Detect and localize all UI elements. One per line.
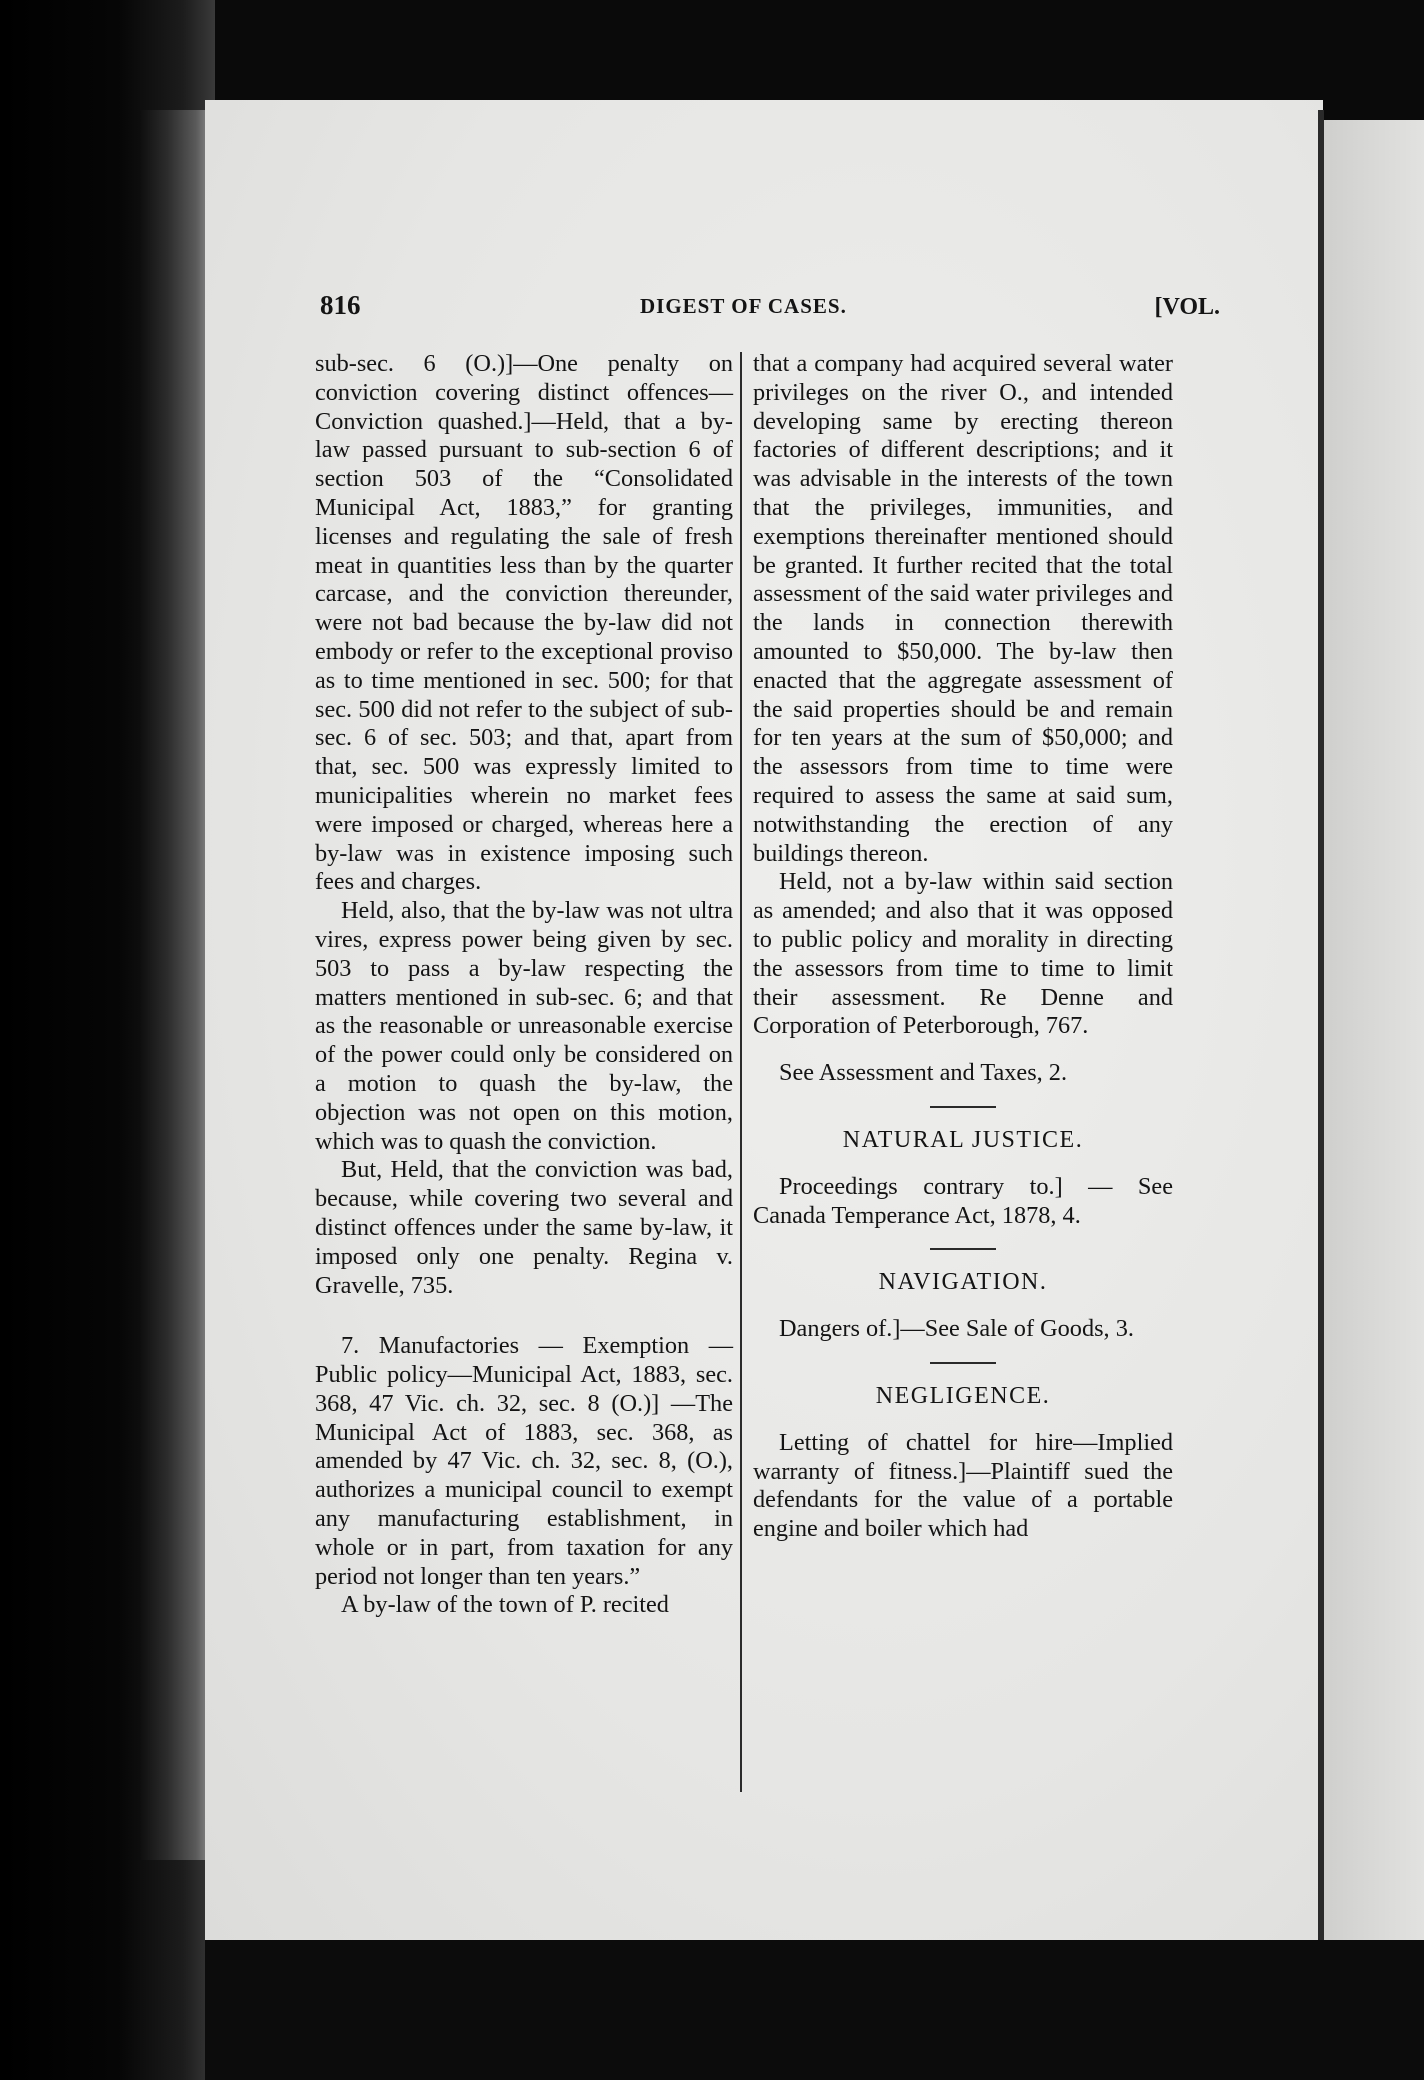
natural-justice-entry: Proceedings contrary to.] — See Canada Temperance Act, 1878, 4.	[753, 1172, 1173, 1229]
heading-negligence: NEGLIGENCE.	[875, 1382, 1051, 1409]
right-paragraph-1: that a company had acquired several water privileges on the river O., and intended developing same by erecting thereon factories of different descriptions; and it was advisable in the interests of the town that the privileges, immunities, and exemptions thereinafter mentioned should be granted. It further recited that the total assessment of the said water privileges and the lands in connection therewith amounted to $50,000. The by-law then enacted that the aggregate assessment of the said properties should be and remain for ten years at the sum of $50,000; and the assessors from time to time were required to assess the same at said sum, notwithstanding the erection of any buildings thereon.	[753, 350, 1173, 867]
volume-marker: [VOL.	[1154, 294, 1220, 320]
column-divider	[740, 352, 742, 1792]
navigation-entry: Dangers of.]—See Sale of Goods, 3.	[779, 1315, 1134, 1343]
left-paragraph-3: But, Held, that the conviction was bad, because, while covering two several and distinct offences under the same by-law, it imposed only one penalty. Regina v. Gravelle, 735.	[315, 1156, 733, 1299]
negligence-entry: Letting of chattel for hire—Implied warranty of fitness.]—Plaintiff sued the defendants for the value of a portable engine and boiler which had	[753, 1428, 1173, 1543]
bottom-margin-shadow	[205, 1940, 1424, 2080]
facing-page-sliver	[1324, 120, 1424, 1950]
page-number: 816	[320, 290, 361, 320]
heading-natural-justice: NATURAL JUSTICE.	[842, 1126, 1084, 1153]
page-stack-edge	[140, 110, 210, 1860]
page-header	[320, 290, 1220, 330]
left-paragraph-5: A by-law of the town of P. recited	[341, 1591, 669, 1619]
heading-navigation: NAVIGATION.	[878, 1269, 1048, 1296]
right-column	[753, 350, 1173, 1544]
running-title: DIGEST OF CASES.	[640, 294, 847, 318]
left-column	[315, 350, 733, 1620]
right-paragraph-2: Held, not a by-law within said section as amended; and also that it was opposed to public policy and morality in directing the assessors from time to time to limit their assessment. Re Denne and Corporation of Peterborough, 767.	[753, 868, 1173, 1040]
see-also-reference: See Assessment and Taxes, 2.	[779, 1059, 1068, 1087]
left-paragraph-2: Held, also, that the by-law was not ultra vires, express power being given by sec. 503 to pass a by-law respecting the matters mentioned in sub-sec. 6; and that as the reasonable or unreasonable exercise of the power could only be considered on a motion to quash the by-law, the objection was not open on this motion, which was to quash the conviction.	[315, 897, 733, 1155]
left-paragraph-4: 7. Manufactories — Exemption — Public policy—Municipal Act, 1883, sec. 368, 47 Vic. ch. 32, sec. 8 (O.)] —The Municipal Act of 1883, sec. 368, as amended by 47 Vic. ch. 32, sec. 8, (O.), authorizes a municipal council to exempt any manufacturing establishment, in whole or in part, from taxation for any period not longer than ten years.”	[315, 1332, 733, 1590]
left-paragraph-1: sub-sec. 6 (O.)]—One penalty on conviction covering distinct offences—Conviction quashed.]—Held, that a by-law passed pursuant to sub-section 6 of section 503 of the “Consolidated Municipal Act, 1883,” for granting licenses and regulating the sale of fresh meat in quantities less than by the quarter carcase, and the conviction thereunder, were not bad because the by-law did not embody or refer to the exceptional proviso as to time mentioned in sec. 500; for that sec. 500 did not refer to the subject of sub-sec. 6 of sec. 503; and that, apart from that, sec. 500 was expressly limited to municipalities wherein no market fees were imposed or charged, whereas here a by-law was in existence imposing such fees and charges.	[315, 350, 733, 896]
